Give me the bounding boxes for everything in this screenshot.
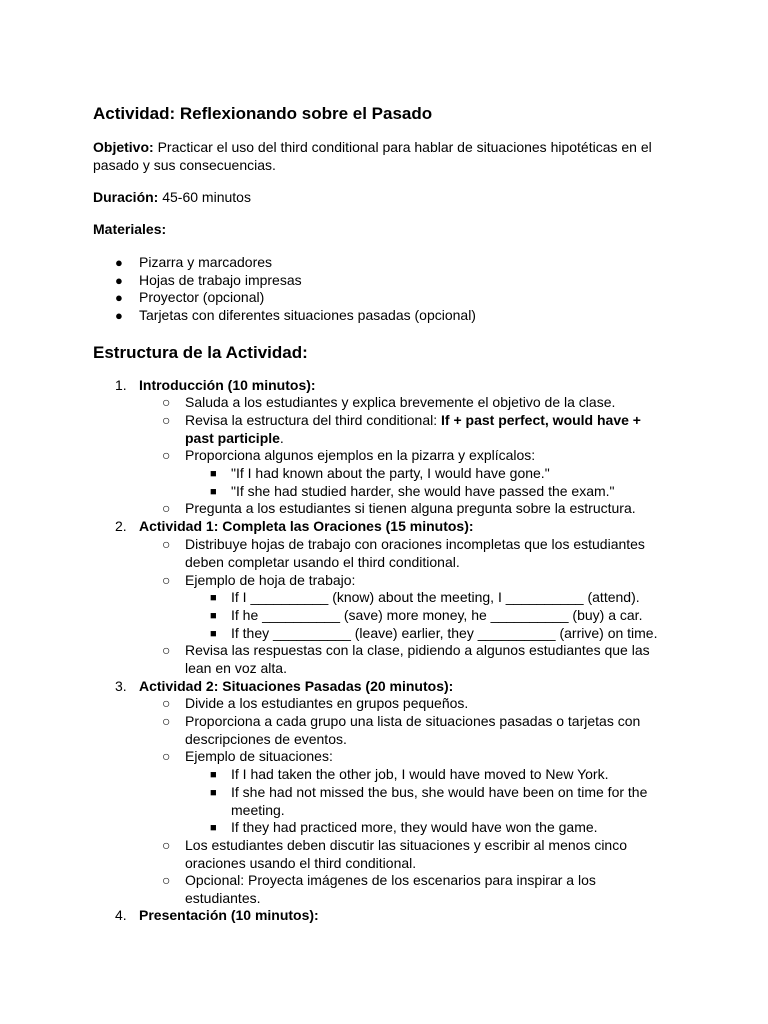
example-item: "If she had studied harder, she would have passed the exam." bbox=[231, 483, 615, 499]
materials-item: Tarjetas con diferentes situaciones pasadas (opcional) bbox=[139, 307, 476, 323]
list-item: Distribuye hojas de trabajo con oraciones incompletas que los estudiantes bbox=[185, 536, 645, 552]
square-bullet-icon: ■ bbox=[210, 610, 217, 622]
circle-bullet-icon: ○ bbox=[162, 412, 171, 428]
list-item-text: Revisa la estructura del third conditional: bbox=[185, 412, 442, 428]
list-item: Proporciona algunos ejemplos en la pizarra y explícalos: bbox=[185, 447, 536, 463]
square-bullet-icon: ■ bbox=[210, 787, 217, 799]
list-item-continuation: estudiantes. bbox=[185, 890, 261, 906]
list-item: Los estudiantes deben discutir las situaciones y escribir al menos cinco bbox=[185, 837, 628, 853]
structure-heading: Estructura de la Actividad: bbox=[93, 343, 308, 362]
list-item bbox=[185, 412, 641, 430]
objective-text-1: Practicar el uso del third conditional para hablar de situaciones hipotéticas en el bbox=[157, 139, 652, 155]
list-item: Pregunta a los estudiantes si tienen alguna pregunta sobre la estructura. bbox=[185, 500, 636, 516]
list-item-continuation bbox=[185, 430, 284, 448]
example-item: "If I had known about the party, I would have gone." bbox=[231, 465, 550, 481]
square-bullet-icon: ■ bbox=[210, 822, 217, 834]
bullet-icon: ● bbox=[115, 308, 123, 323]
section-title: Actividad 2: Situaciones Pasadas (20 minutos): bbox=[139, 678, 454, 694]
example-item: If I had taken the other job, I would have moved to New York. bbox=[231, 766, 609, 782]
duration-label: Duración: bbox=[93, 189, 159, 205]
example-item: If they had practiced more, they would have won the game. bbox=[231, 819, 598, 835]
example-item: If I __________ (know) about the meeting, I __________ (attend). bbox=[231, 589, 640, 605]
materials-item: Pizarra y marcadores bbox=[139, 254, 273, 270]
example-item-continuation: meeting. bbox=[231, 802, 285, 818]
list-item: Divide a los estudiantes en grupos pequeños. bbox=[185, 695, 469, 711]
section-title: Presentación (10 minutos): bbox=[139, 907, 319, 923]
materials-item: Proyector (opcional) bbox=[139, 289, 265, 305]
section-number: 4. bbox=[115, 907, 127, 923]
circle-bullet-icon: ○ bbox=[162, 872, 171, 888]
section-number: 2. bbox=[115, 518, 127, 534]
section-number: 3. bbox=[115, 678, 127, 694]
duration-line bbox=[93, 189, 251, 207]
square-bullet-icon: ■ bbox=[210, 628, 217, 640]
square-bullet-icon: ■ bbox=[210, 592, 217, 604]
section-number: 1. bbox=[115, 377, 127, 393]
list-item: Ejemplo de hoja de trabajo: bbox=[185, 572, 356, 588]
objective-line-1 bbox=[93, 139, 652, 157]
circle-bullet-icon: ○ bbox=[162, 572, 171, 588]
list-item: Saluda a los estudiantes y explica brevemente el objetivo de la clase. bbox=[185, 394, 616, 410]
list-item-continuation: lean en voz alta. bbox=[185, 660, 287, 676]
example-item: If she had not missed the bus, she would have been on time for the bbox=[231, 784, 648, 800]
circle-bullet-icon: ○ bbox=[162, 447, 171, 463]
list-item: Ejemplo de situaciones: bbox=[185, 748, 333, 764]
objective-label: Objetivo: bbox=[93, 139, 154, 155]
circle-bullet-icon: ○ bbox=[162, 536, 171, 552]
circle-bullet-icon: ○ bbox=[162, 500, 171, 516]
square-bullet-icon: ■ bbox=[210, 769, 217, 781]
bullet-icon: ● bbox=[115, 255, 123, 270]
list-item-continuation: oraciones usando el third conditional. bbox=[185, 855, 417, 871]
list-item-continuation: deben completar usando el third conditional. bbox=[185, 554, 460, 570]
circle-bullet-icon: ○ bbox=[162, 713, 171, 729]
list-item-continuation: descripciones de eventos. bbox=[185, 731, 347, 747]
section-title: Actividad 1: Completa las Oraciones (15 minutos): bbox=[139, 518, 474, 534]
duration-text: 45-60 minutos bbox=[162, 189, 251, 205]
materials-label: Materiales: bbox=[93, 221, 167, 237]
bullet-icon: ● bbox=[115, 290, 123, 305]
example-item: If they __________ (leave) earlier, they __________ (arrive) on time. bbox=[231, 625, 658, 641]
circle-bullet-icon: ○ bbox=[162, 837, 171, 853]
square-bullet-icon: ■ bbox=[210, 468, 217, 480]
bullet-icon: ● bbox=[115, 273, 123, 288]
circle-bullet-icon: ○ bbox=[162, 695, 171, 711]
list-item: Proporciona a cada grupo una lista de situaciones pasadas o tarjetas con bbox=[185, 713, 641, 729]
circle-bullet-icon: ○ bbox=[162, 394, 171, 410]
square-bullet-icon: ■ bbox=[210, 486, 217, 498]
list-item-text: . bbox=[279, 430, 284, 446]
document-title: Actividad: Reflexionando sobre el Pasado bbox=[93, 104, 433, 123]
materials-item: Hojas de trabajo impresas bbox=[139, 272, 302, 288]
formula-text: If + past perfect, would have + bbox=[441, 412, 641, 428]
section-title: Introducción (10 minutos): bbox=[139, 377, 316, 393]
formula-text: past participle bbox=[185, 430, 280, 446]
circle-bullet-icon: ○ bbox=[162, 748, 171, 764]
list-item: Opcional: Proyecta imágenes de los escenarios para inspirar a los bbox=[185, 872, 596, 888]
objective-text-2: pasado y sus consecuencias. bbox=[93, 157, 276, 173]
list-item: Revisa las respuestas con la clase, pidiendo a algunos estudiantes que las bbox=[185, 642, 650, 658]
example-item: If he __________ (save) more money, he __________ (buy) a car. bbox=[231, 607, 643, 623]
circle-bullet-icon: ○ bbox=[162, 642, 171, 658]
